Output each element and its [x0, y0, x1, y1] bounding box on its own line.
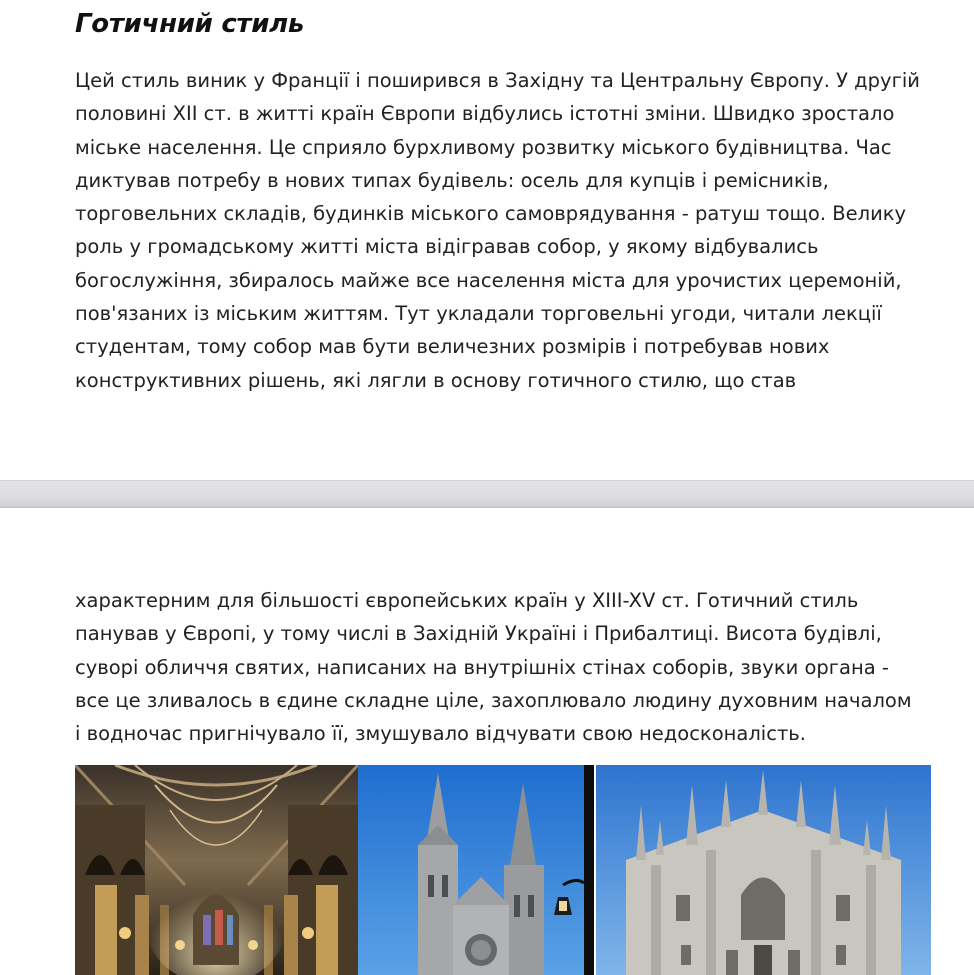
milan-cathedral-photo	[596, 765, 931, 975]
text-line: роль у громадському житті міста відігравав собор, у якому відбувались	[75, 235, 819, 259]
section-heading: Готичний стиль	[75, 9, 305, 39]
text-line: конструктивних рішень, які лягли в основу готичного стилю, що став	[75, 368, 797, 392]
cathedral-towers-image	[358, 765, 594, 975]
text-line: міське населення. Це сприяло бурхливому розвитку міського будівництва. Час	[75, 135, 892, 159]
cathedral-interior-image	[75, 765, 358, 975]
text-line: богослужіння, збиралось майже все населення міста для урочистих церемоній,	[75, 268, 902, 292]
milan-cathedral-image	[596, 765, 931, 975]
text-line: половині XII ст. в житті країн Європи відбулись істотні зміни. Швидко зростало	[75, 102, 895, 126]
text-line: торговельних складів, будинків міського самоврядування - ратуш тощо. Велику	[75, 202, 907, 226]
page-separator	[0, 480, 974, 508]
text-line: студентам, тому собор мав бути величезних розмірів і потребував нових	[75, 335, 830, 359]
text-line: суворі обличчя святих, написаних на внутрішніх стінах соборів, звуки органа -	[75, 655, 889, 679]
cathedral-towers-photo	[358, 765, 594, 975]
text-line: характерним для більшості європейських країн у XIII-XV ст. Готичний стиль	[75, 589, 859, 612]
text-line: пов'язаних із міським життям. Тут укладали торговельні угоди, читали лекції	[75, 302, 882, 326]
text-line: Цей стиль виник у Франції і поширився в Західну та Центральну Європу. У другій	[75, 69, 920, 92]
paragraph-page-1	[75, 64, 920, 397]
text-line: панував у Європі, у тому числі в Західній Україні і Прибалтиці. Висота будівлі,	[75, 622, 882, 646]
text-line: диктував потребу в нових типах будівель: осель для купців і ремісників,	[75, 168, 829, 192]
cathedral-interior-photo	[75, 765, 358, 975]
document-page-1	[0, 0, 974, 480]
photo-strip	[75, 765, 931, 975]
paragraph-page-2	[75, 584, 912, 750]
text-line: і водночас пригнічувало її, змушувало відчувати свою недосконалість.	[75, 722, 806, 746]
text-line: все це зливалось в єдине складне ціле, захоплювало людину духовним началом	[75, 688, 912, 712]
